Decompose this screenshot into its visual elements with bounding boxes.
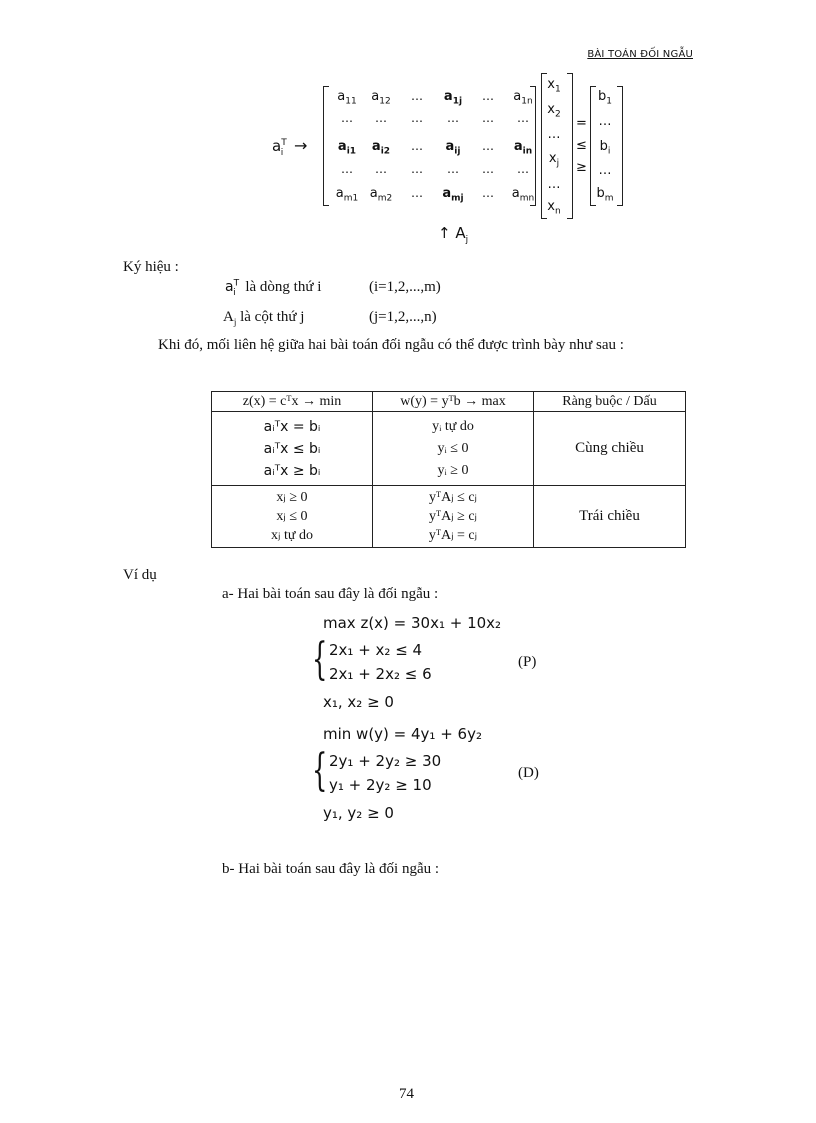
table-cell-primal-constraints: aᵢᵀx = bᵢ aᵢᵀx ≤ bᵢ aᵢᵀx ≥ bᵢ (212, 412, 373, 486)
matrix-entry: $a_{ij}$ (445, 139, 461, 157)
table-cell-same-direction: Cùng chiều (534, 412, 686, 486)
matrix-entry: $a_{mn}$ (511, 186, 535, 204)
x-bracket-right (567, 73, 573, 219)
p-brace: { (312, 634, 328, 685)
page-number: 74 (399, 1086, 414, 1102)
matrix-entry: … (375, 162, 387, 176)
example-part-b: b- Hai bài toán sau đây là đối ngẫu : (222, 861, 440, 877)
matrix-entry: $a_{m2}$ (369, 186, 393, 204)
example-heading: Ví dụ (123, 567, 157, 583)
matrix-entry: $a_{m1}$ (335, 186, 359, 204)
p-objective: max z(x) = 30x₁ + 10x₂ (323, 614, 502, 632)
d-constraint-2: y₁ + 2y₂ ≥ 10 (329, 776, 432, 794)
matrix-entry: … (517, 111, 529, 125)
notation-heading: Ký hiệu : (123, 259, 179, 275)
matrix-entry: … (375, 111, 387, 125)
running-header: BÀI TOÁN ĐỐI NGẪU (587, 49, 693, 60)
p-constraint-1: 2x₁ + x₂ ≤ 4 (329, 641, 423, 659)
matrix-entry: $a_{12}$ (371, 89, 391, 107)
d-label: (D) (518, 765, 539, 781)
x-entry: $x_j$ (548, 151, 560, 169)
p-sign: x₁, x₂ ≥ 0 (323, 693, 394, 711)
b-entry: … (598, 163, 612, 178)
matrix-entry: $a_{mj}$ (442, 186, 464, 204)
example-part-a: a- Hai bài toán sau đây là đối ngẫu : (222, 586, 439, 602)
matrix-entry: … (411, 139, 423, 153)
matrix-entry: … (482, 139, 494, 153)
d-constraint-1: 2y₁ + 2y₂ ≥ 30 (329, 752, 442, 770)
matrix-entry: … (341, 111, 353, 125)
matrix-entry: $a_{i2}$ (371, 139, 391, 157)
relation-symbol: ≥ (576, 160, 587, 175)
matrix-entry: … (411, 111, 423, 125)
matrix-entry: … (411, 162, 423, 176)
matrix-entry: … (447, 111, 459, 125)
table-header-constraint: Ràng buộc / Dấu (534, 392, 686, 412)
table-cell-opposite-direction: Trái chiều (534, 486, 686, 548)
matrix-entry: … (482, 162, 494, 176)
matrix-entry: … (482, 89, 494, 103)
matrix-entry: $a_{11}$ (337, 89, 357, 107)
matrix-entry: … (447, 162, 459, 176)
b-entry: … (598, 114, 612, 129)
duality-table (211, 391, 686, 548)
matrix-entry: $a_{1j}$ (443, 89, 463, 107)
matrix-entry: … (411, 186, 423, 200)
matrix-entry: … (341, 162, 353, 176)
column-label: ↑ $A_j$ (438, 224, 469, 245)
table-header-primal: z(x) = cᵀx → min (212, 392, 373, 412)
matrix-entry: … (411, 89, 423, 103)
table-cell-primal-signs: xⱼ ≥ 0 xⱼ ≤ 0 xⱼ tự do (212, 486, 373, 548)
d-brace: { (312, 745, 328, 796)
x-entry: $x_2$ (547, 102, 561, 120)
row-label: $a^T_i$ → (272, 136, 308, 158)
matrix-entry: … (517, 162, 529, 176)
matrix-entry: $a_{in}$ (513, 139, 533, 157)
table-header-dual: w(y) = yᵀb → max (373, 392, 534, 412)
matrix-entry: $a_{1n}$ (513, 89, 533, 107)
x-entry: $x_1$ (547, 77, 561, 95)
d-sign: y₁, y₂ ≥ 0 (323, 804, 394, 822)
p-constraint-2: 2x₁ + 2x₂ ≤ 6 (329, 665, 432, 683)
b-entry: $b_1$ (598, 89, 612, 107)
relation-symbol: ≤ (576, 138, 587, 153)
matrix-figure (0, 0, 816, 260)
relation-symbol: = (576, 116, 587, 131)
notation-line-1: $a^T_i$ là dòng thứ i (i=1,2,...,m) (225, 278, 441, 298)
matrix-entry: … (482, 186, 494, 200)
x-entry: $x_n$ (547, 199, 561, 217)
table-cell-dual-constraints: yᵀAⱼ ≤ cⱼ yᵀAⱼ ≥ cⱼ yᵀAⱼ = cⱼ (373, 486, 534, 548)
matrix-entry: $a_{i1}$ (337, 139, 357, 157)
p-label: (P) (518, 654, 537, 670)
b-entry: $b_i$ (599, 139, 611, 157)
x-bracket-left (541, 73, 547, 219)
x-entry: … (547, 177, 561, 192)
d-objective: min w(y) = 4y₁ + 6y₂ (323, 725, 482, 743)
matrix-entry: … (482, 111, 494, 125)
table-cell-dual-signs: yᵢ tự do yᵢ ≤ 0 yᵢ ≥ 0 (373, 412, 534, 486)
b-entry: $b_m$ (596, 186, 614, 204)
notation-intro: Khi đó, mối liên hệ giữa hai bài toán đối ngẫu có thể được trình bày như sau : (158, 337, 624, 353)
notation-line-2: $A_j$ là cột thứ j (j=1,2,...,n) (223, 309, 437, 327)
x-entry: … (547, 127, 561, 142)
